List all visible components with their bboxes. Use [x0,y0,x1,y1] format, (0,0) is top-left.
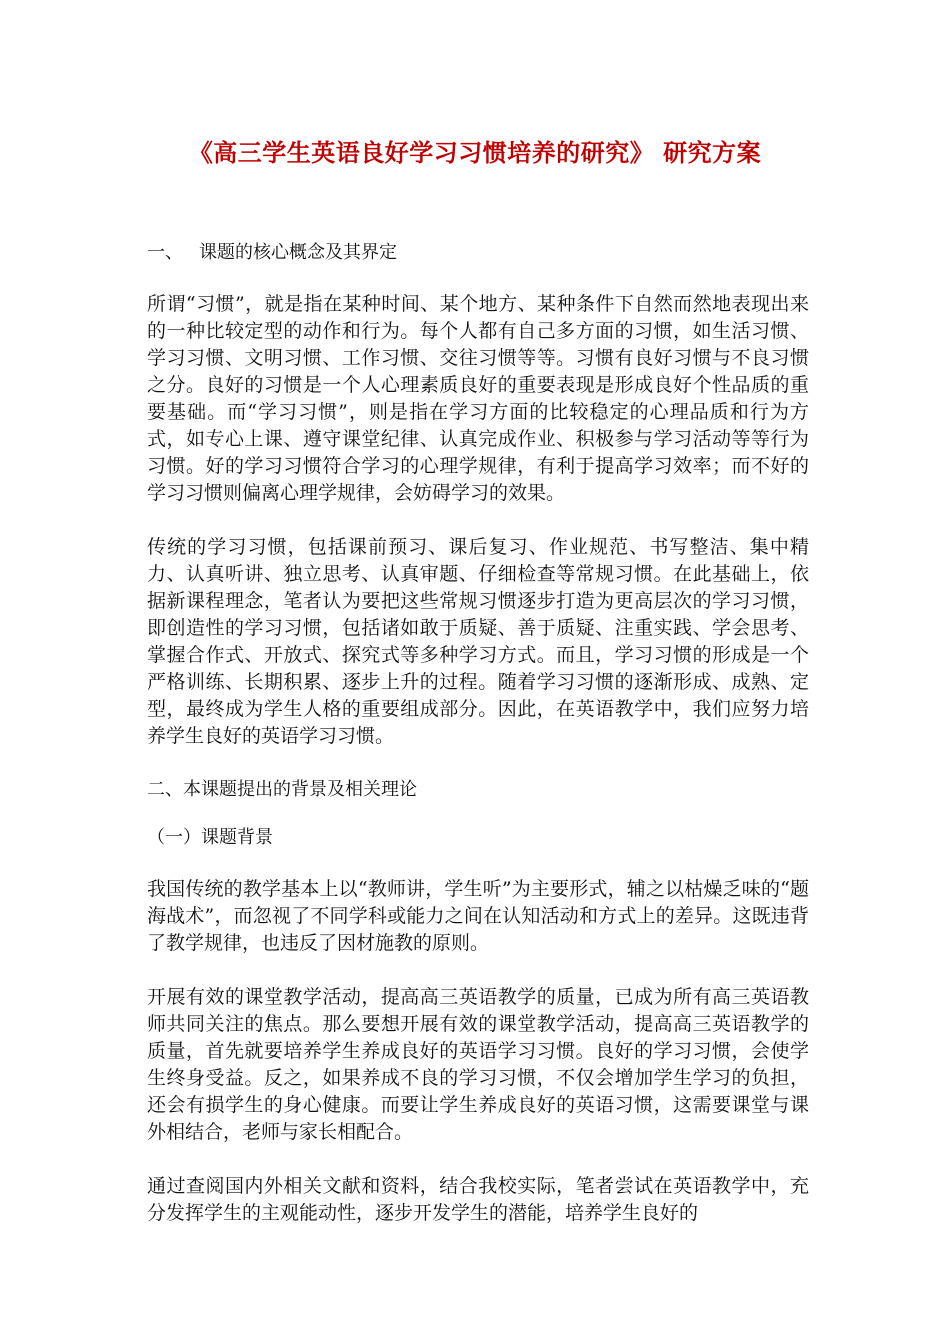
page-title: 《高三学生英语良好学习习惯培养的研究》 研究方案 [188,138,762,167]
section-2-heading: 二、本课题提出的背景及相关理论 [147,779,417,800]
section-1-title: 课题的核心概念及其界定 [199,242,397,263]
subsection-heading: （一）课题背景 [147,827,273,848]
section-1-heading [147,240,809,266]
document-body [147,240,809,1254]
paragraph: 传统的学习习惯，包括课前预习、课后复习、作业规范、书写整洁、集中精力、认真听讲、独立思考、认真审题、仔细检查等常规习惯。在此基础上，依据新课程理念，笔者认为要把这些常规习惯逐步打造为更高层次的学习习惯，即创造性的学习习惯，包括诸如敢于质疑、善于质疑、注重实践、学会思考、掌握合作式、开放式、探究式等多种学习方式。而且，学习习惯的形成是一个严格训练、长期积累、逐步上升的过程。随着学习习惯的逐渐形成、成熟、定型，最终成为学生人格的重要组成部分。因此，在英语教学中，我们应努力培养学生良好的英语学习习惯。 [147,536,809,747]
paragraph: 开展有效的课堂教学活动，提高高三英语教学的质量，已成为所有高三英语教师共同关注的焦点。那么要想开展有效的课堂教学活动，提高高三英语教学的质量，首先就要培养学生养成良好的英语学习习惯。良好的学习习惯，会使学生终身受益。反之，如果养成不良的学习习惯，不仅会增加学生学习的负担，还会有损学生的身心健康。而要让学生养成良好的英语习惯，这需要课堂与课外相结合，老师与家长相配合。 [147,986,809,1143]
paragraph: 我国传统的教学基本上以“教师讲，学生听”为主要形式，辅之以枯燥乏味的“题海战术”，而忽视了不同学科或能力之间在认知活动和方式上的差异。这既违背了教学规律，也违反了因材施教的原则。 [147,878,809,954]
paragraph: 所谓“习惯”，就是指在某种时间、某个地方、某种条件下自然而然地表现出来的一种比较定型的动作和行为。每个人都有自己多方面的习惯，如生活习惯、学习习惯、文明习惯、工作习惯、交往习惯等等。习惯有良好习惯与不良习惯之分。良好的习惯是一个人心理素质良好的重要表现是形成良好个性品质的重要基础。而“学习习惯”，则是指在学习方面的比较稳定的心理品质和行为方式，如专心上课、遵守课堂纪律、认真完成作业、积极参与学习活动等等行为习惯。好的学习习惯符合学习的心理学规律，有利于提高学习效率；而不好的学习习惯则偏离心理学规律，会妨碍学习的效果。 [147,293,809,504]
paragraph: 通过查阅国内外相关文献和资料，结合我校实际，笔者尝试在英语教学中，充分发挥学生的主观能动性，逐步开发学生的潜能，培养学生良好的 [147,1175,809,1224]
section-1-number: 一、 [147,242,183,263]
